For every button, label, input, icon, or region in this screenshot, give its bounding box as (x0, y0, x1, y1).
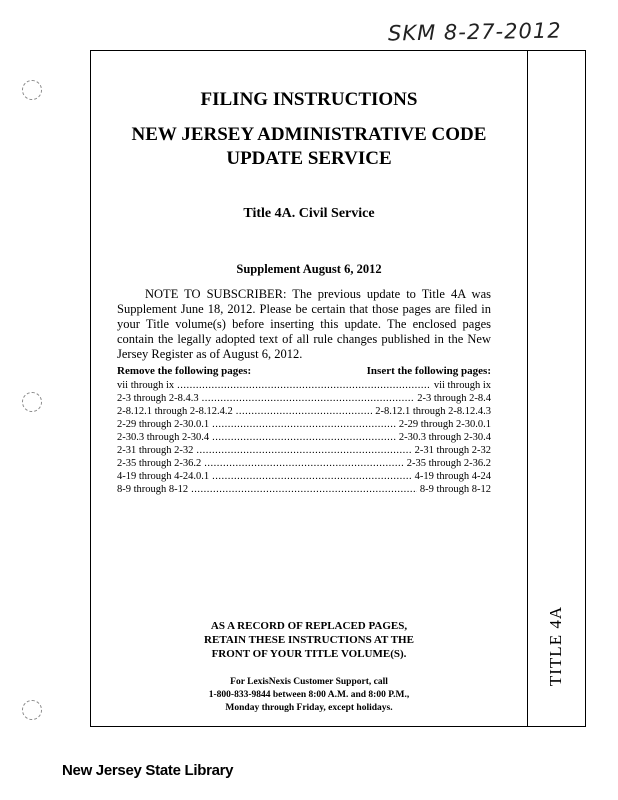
record-line: FRONT OF YOUR TITLE VOLUME(S). (211, 648, 407, 660)
dot-leader (202, 392, 415, 405)
record-instructions (91, 619, 527, 661)
customer-support-info (91, 676, 527, 715)
remove-pages: 8-9 through 8-12 (117, 484, 189, 495)
table-row (117, 379, 491, 392)
support-line: Monday through Friday, except holidays. (225, 703, 393, 713)
table-header (117, 365, 491, 379)
title-subtitle: Title 4A. Civil Service (243, 206, 375, 221)
dot-leader (196, 444, 411, 457)
support-line: For LexisNexis Customer Support, call (230, 677, 388, 687)
insert-pages: vii through ix (433, 380, 491, 391)
table-row (117, 392, 491, 405)
dot-leader (212, 470, 411, 483)
table-row (117, 470, 491, 483)
remove-pages: 2-35 through 2-36.2 (117, 458, 202, 469)
insert-pages: 8-9 through 8-12 (419, 484, 491, 495)
page-title: FILING INSTRUCTIONS (200, 89, 418, 110)
dot-leader (212, 431, 396, 444)
punch-hole (22, 392, 42, 412)
note-to-subscriber: NOTE TO SUBSCRIBER: The previous update to Title 4A was Supplement June 18, 2012. Please be certain that those pages are filed in your Title volume(s) before inserting this update. The enclosed pages contain the legally adopted text of all rule changes published in the New Jersey Register as of August 6, 2012. (117, 287, 491, 361)
remove-pages: 2-8.12.1 through 2-8.12.4.2 (117, 406, 233, 417)
remove-pages: 2-31 through 2-32 (117, 445, 194, 456)
punch-hole (22, 80, 42, 100)
table-row (117, 405, 491, 418)
code-name (91, 123, 527, 171)
insert-pages: 2-8.12.1 through 2-8.12.4.3 (375, 406, 491, 417)
remove-pages: vii through ix (117, 380, 175, 391)
page-border (90, 50, 527, 51)
insert-pages: 2-29 through 2-30.0.1 (398, 419, 491, 430)
dot-leader (212, 418, 396, 431)
tab-divider (527, 50, 585, 51)
punch-hole (22, 700, 42, 720)
table-row (117, 444, 491, 457)
remove-header: Remove the following pages: (117, 365, 252, 377)
dot-leader (204, 457, 403, 470)
insert-pages: 4-19 through 4-24 (414, 471, 491, 482)
record-line: RETAIN THESE INSTRUCTIONS AT THE (204, 634, 414, 646)
tab-divider (527, 726, 585, 727)
table-row (117, 418, 491, 431)
remove-pages: 2-3 through 2-8.4.3 (117, 393, 199, 404)
title-tab-label: TITLE 4A (546, 605, 565, 687)
insert-pages: 2-35 through 2-36.2 (406, 458, 491, 469)
dot-leader (236, 405, 372, 418)
table-row (117, 457, 491, 470)
code-name-line: UPDATE SERVICE (226, 148, 392, 169)
tab-divider (527, 50, 528, 727)
support-line: 1-800-833-9844 between 8:00 A.M. and 8:00 P.M., (208, 690, 410, 700)
insert-header: Insert the following pages: (366, 365, 491, 377)
remove-pages: 2-30.3 through 2-30.4 (117, 432, 210, 443)
table-row (117, 431, 491, 444)
remove-pages: 4-19 through 4-24.0.1 (117, 471, 210, 482)
dot-leader (191, 483, 417, 496)
page-border (90, 726, 527, 727)
insert-pages: 2-3 through 2-8.4 (417, 393, 491, 404)
dot-leader (177, 379, 431, 392)
tab-divider (585, 50, 586, 727)
remove-pages: 2-29 through 2-30.0.1 (117, 419, 210, 430)
supplement-date: Supplement August 6, 2012 (236, 262, 382, 276)
table-row (117, 483, 491, 496)
library-stamp: New Jersey State Library (62, 762, 234, 779)
insert-pages: 2-30.3 through 2-30.4 (398, 432, 491, 443)
record-line: AS A RECORD OF REPLACED PAGES, (210, 620, 408, 632)
handwritten-initials-date: SKM 8-27-2012 (387, 18, 562, 46)
code-name-line: NEW JERSEY ADMINISTRATIVE CODE (131, 124, 487, 145)
insert-pages: 2-31 through 2-32 (414, 445, 491, 456)
page-replacement-table (117, 365, 491, 496)
